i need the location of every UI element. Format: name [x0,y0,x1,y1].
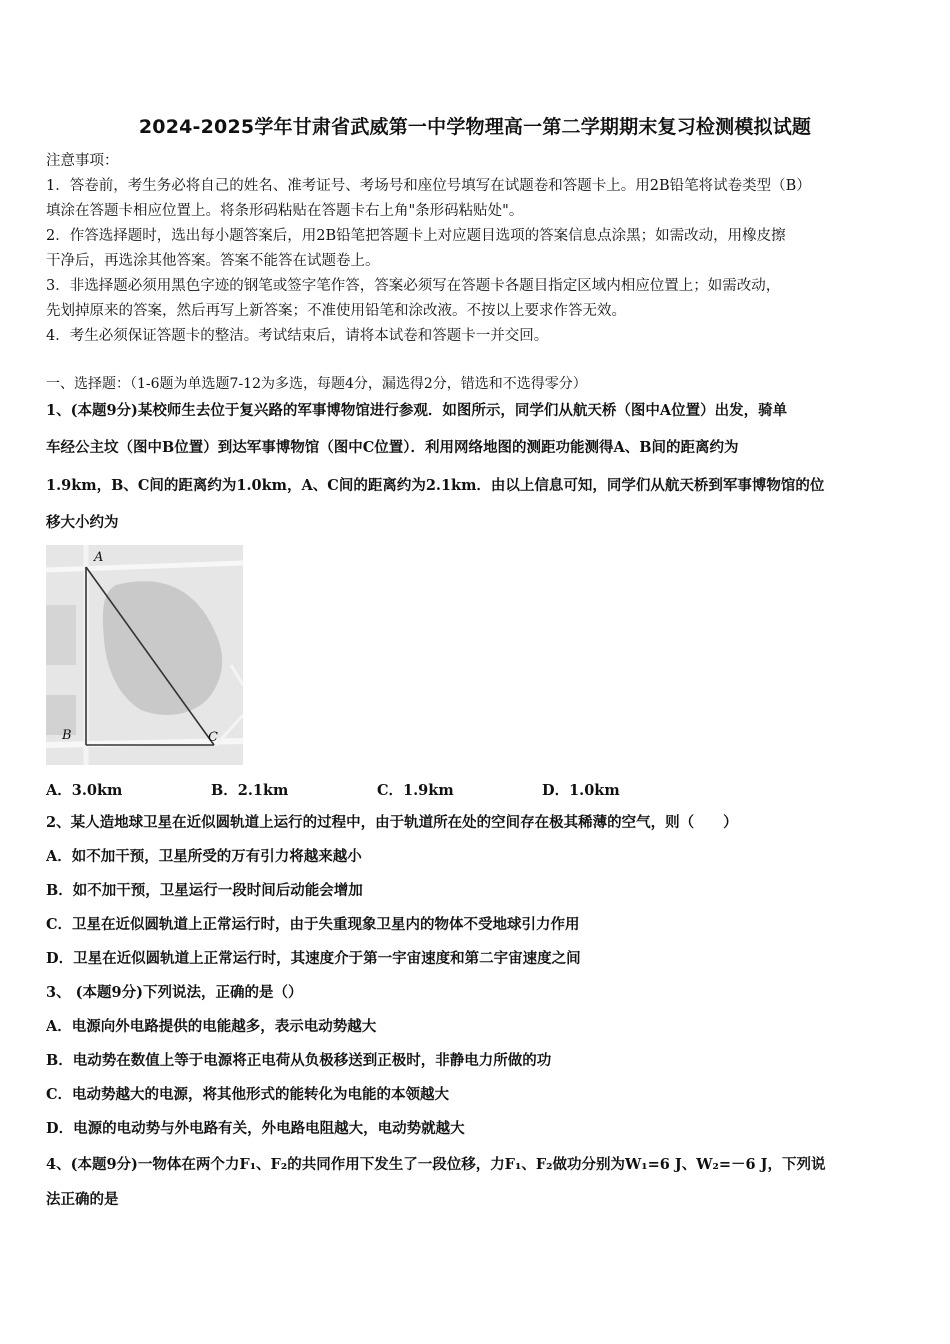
notice-heading: 注意事项： [46,153,119,169]
question-3-stem: 3、 (本题9分)下列说法，正确的是（） [46,984,303,1001]
section-heading: 一、选择题：（1-6题为单选题7-12为多选，每题4分，漏选得2分，错选和不选得零分） [46,376,587,392]
question-2-stem: 2、某人造地球卫星在近似圆轨道上运行的过程中，由于轨道所在处的空间存在极其稀薄的空气，则（ ） [46,814,738,831]
notice-line: 1．答卷前，考生务必将自己的姓名、准考证号、考场号和座位号填写在试题卷和答题卡上。用2B铅笔将试卷类型（B） [46,178,811,194]
q1-option-b: B．2.1km [211,782,289,799]
q3-option: D．电源的电动势与外电路有关，外电路电阻越大，电动势就越大 [46,1120,465,1137]
notice-line: 3．非选择题必须用黑色字迹的钢笔或签字笔作答，答案必须写在答题卡各题目指定区域内相应位置上；如需改动， [46,278,781,294]
question-1-line: 移大小约为 [46,514,119,531]
q3-option: C．电动势越大的电源，将其他形式的能转化为电能的本领越大 [46,1086,450,1103]
q2-option: B．如不加干预，卫星运行一段时间后动能会增加 [46,882,363,899]
map-label-a: A [94,550,104,565]
question-1-line: 1、(本题9分)某校师生去位于复兴路的军事博物馆进行参观．如图所示，同学们从航天桥（图中A位置）出发，骑单 [46,402,788,419]
map-label-b: B [62,728,72,743]
q2-option: C．卫星在近似圆轨道上正常运行时，由于失重现象卫星内的物体不受地球引力作用 [46,916,580,933]
question-4-line: 4、(本题9分)一物体在两个力F₁、F₂的共同作用下发生了一段位移，力F₁、F₂做功分别为W₁=6 J、W₂=－6 J，下列说 [46,1156,826,1173]
q2-option: A．如不加干预，卫星所受的万有引力将越来越小 [46,848,362,865]
q1-option-c: C．1.9km [377,782,454,799]
map-label-c: C [208,730,218,745]
question-1-line: 1.9km，B、C间的距离约为1.0km，A、C间的距离约为2.1km．由以上信息可知，同学们从航天桥到军事博物馆的位 [46,477,825,494]
notice-line: 先划掉原来的答案，然后再写上新答案；不准使用铅笔和涂改液。不按以上要求作答无效。 [46,303,626,319]
map-block [46,605,76,665]
notice-line: 2．作答选择题时，选出每小题答案后，用2B铅笔把答题卡上对应题目选项的答案信息点涂黑；如需改动，用橡皮擦 [46,228,786,244]
map-figure [46,545,243,765]
q3-option: A．电源向外电路提供的电能越多，表示电动势越大 [46,1018,377,1035]
page-title: 2024-2025学年甘肃省武威第一中学物理高一第二学期期末复习检测模拟试题 [138,116,812,138]
notice-line: 4．考生必须保证答题卡的整洁。考试结束后，请将本试卷和答题卡一并交回。 [46,328,549,344]
question-4-line: 法正确的是 [46,1191,119,1208]
q1-option-d: D．1.0km [542,782,620,799]
q1-option-a: A．3.0km [46,782,123,799]
q3-option: B．电动势在数值上等于电源将正电荷从负极移送到正极时，非静电力所做的功 [46,1052,552,1069]
notice-line: 填涂在答题卡相应位置上。将条形码粘贴在答题卡右上角"条形码粘贴处"。 [46,203,524,219]
notice-line: 干净后，再选涂其他答案。答案不能答在试题卷上。 [46,253,380,269]
question-1-line: 车经公主坟（图中B位置）到达军事博物馆（图中C位置）．利用网络地图的测距功能测得A、B间的距离约为 [46,439,739,456]
q2-option: D．卫星在近似圆轨道上正常运行时，其速度介于第一宇宙速度和第二宇宙速度之间 [46,950,581,967]
